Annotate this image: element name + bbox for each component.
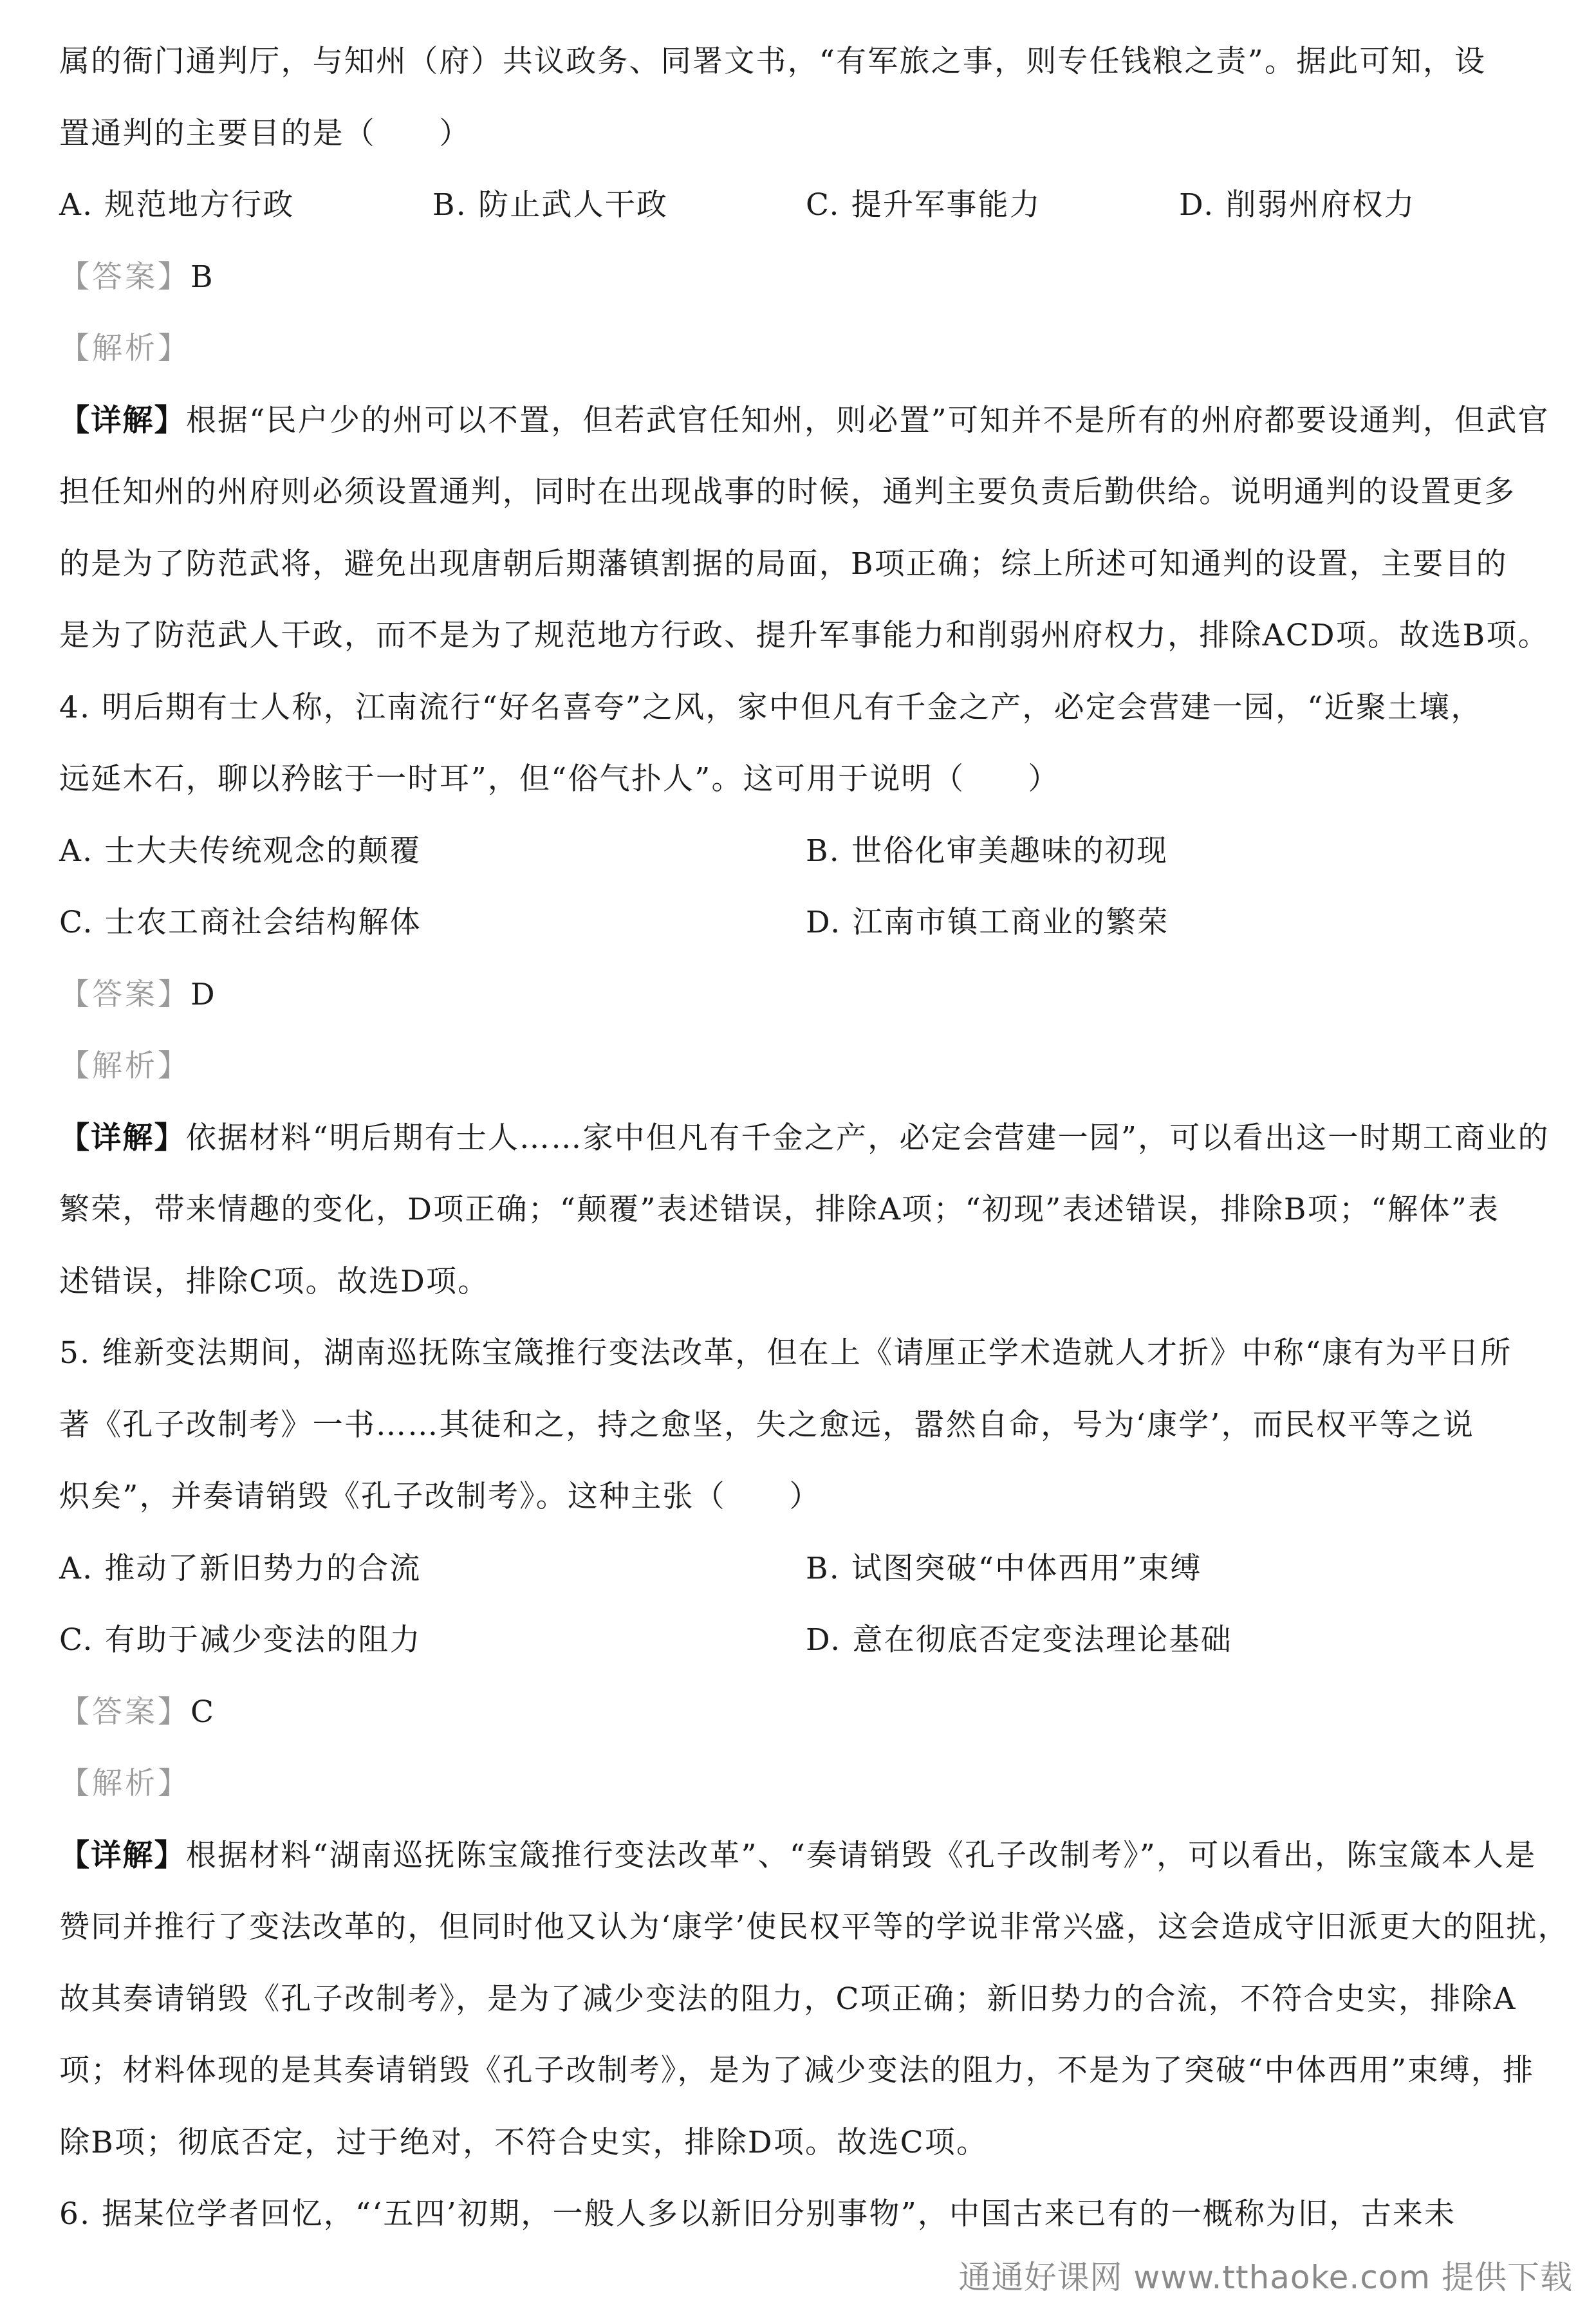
q5-option-d: D. 意在彻底否定变法理论基础: [806, 1622, 1232, 1658]
q5-detail-line: 赞同并推行了变法改革的，但同时他又认为‘康学’使民权平等的学说非常兴盛，这会造成守旧派更大的阻扰，: [59, 1909, 1570, 1945]
q5-detail-line: 除B项；彻底否定，过于绝对，不符合史实，排除D项。故选C项。: [59, 2124, 988, 2160]
q5-detail-line: 故其奏请销毁《孔子改制考》，是为了减少变法的阻力，C项正确；新旧势力的合流，不符合史实，排除A: [59, 1981, 1517, 2017]
q5-option-b: B. 试图突破“中体西用”束缚: [806, 1550, 1202, 1586]
q3-answer: [59, 241, 1552, 313]
q5-options-row: [59, 1533, 1552, 1605]
q4-stem-line: 远延木石，聊以矜眩于一时耳”，但“俗气扑人”。这可用于说明（ ）: [59, 761, 1060, 797]
q3-analysis: [59, 313, 1552, 385]
document-page: [59, 26, 1570, 2250]
answer-tag: 【答案】: [59, 1694, 190, 1730]
q3-option-c: C. 提升军事能力: [806, 187, 1041, 223]
q5-stem-line: 5. 维新变法期间，湖南巡抚陈宝箴推行变法改革，但在上《请厘正学术造就人才折》中称“康有为平日所: [59, 1335, 1512, 1371]
q5-detail-line: [59, 1820, 1552, 1892]
q5-option-c: C. 有助于减少变法的阻力: [59, 1622, 422, 1658]
q4-option-c: C. 士农工商社会结构解体: [59, 905, 422, 940]
answer-value: C: [190, 1694, 216, 1730]
q3-stem-line: 属的衙门通判厅，与知州（府）共议政务、同署文书，“有军旅之事，则专任钱粮之责”。据此可知，设: [59, 44, 1487, 79]
answer-tag: 【答案】: [59, 259, 190, 295]
q4-stem-line: 4. 明后期有士人称，江南流行“好名喜夸”之风，家中但凡有千金之产，必定会营建一园，“近聚土壤，: [59, 689, 1483, 725]
q5-options-row: [59, 1604, 1552, 1676]
q3-options: [59, 169, 1552, 241]
q6-stem-line: 6. 据某位学者回忆，“‘五四’初期，一般人多以新旧分别事物”，中国古来已有的一概称为旧，古来未: [59, 2196, 1456, 2232]
site-watermark: 通通好课网 www.tthaoke.com 提供下载: [958, 2259, 1573, 2296]
q5-stem-line: 炽矣”，并奏请销毁《孔子改制考》。这种主张（ ）: [59, 1479, 821, 1514]
q3-detail-line: 担任知州的州府则必须设置通判，同时在出现战事的时候，通判主要负责后勤供给。说明通判的设置更多: [59, 474, 1516, 510]
q4-option-d: D. 江南市镇工商业的繁荣: [806, 905, 1169, 940]
detail-text: 依据材料“明后期有士人……家中但凡有千金之产，必定会营建一园”，可以看出这一时期工商业的: [185, 1120, 1550, 1156]
q4-options-row: [59, 815, 1552, 887]
q3-option-d: D. 削弱州府权力: [1179, 187, 1416, 223]
answer-value: D: [190, 976, 216, 1012]
q3-detail-line: [59, 385, 1552, 457]
detail-text: 根据材料“湖南巡抚陈宝箴推行变法改革”、“奏请销毁《孔子改制考》”，可以看出，陈宝箴本人是: [185, 1837, 1537, 1873]
q4-answer: [59, 959, 1552, 1031]
q5-detail-line: 项；材料体现的是其奏请销毁《孔子改制考》，是为了减少变法的阻力，不是为了突破“中体西用”束缚，排: [59, 2053, 1535, 2088]
q4-options-row: [59, 887, 1552, 959]
q4-option-b: B. 世俗化审美趣味的初现: [806, 833, 1169, 869]
analysis-tag: 【解析】: [59, 331, 190, 366]
q5-answer: [59, 1676, 1552, 1748]
detail-tag: 【详解】: [59, 1120, 186, 1156]
q3-detail-line: 是为了防范武人干政，而不是为了规范地方行政、提升军事能力和削弱州府权力，排除ACD项。故选B项。: [59, 618, 1550, 653]
q3-detail-line: 的是为了防范武将，避免出现唐朝后期藩镇割据的局面，B项正确；综上所述可知通判的设置，主要目的: [59, 546, 1508, 582]
q5-stem-line: 著《孔子改制考》一书……其徒和之，持之愈坚，失之愈远，嚣然自命，号为‘康学’，而民权平等之说: [59, 1407, 1475, 1443]
answer-tag: 【答案】: [59, 976, 190, 1012]
q5-analysis: [59, 1748, 1552, 1820]
q4-detail-line: 繁荣，带来情趣的变化，D项正确；“颠覆”表述错误，排除A项；“初现”表述错误，排除B项；“解体”表: [59, 1192, 1500, 1227]
q5-option-a: A. 推动了新旧势力的合流: [59, 1550, 422, 1586]
q4-analysis: [59, 1030, 1552, 1102]
analysis-tag: 【解析】: [59, 1048, 190, 1084]
q3-option-b: B. 防止武人干政: [432, 187, 669, 223]
q4-detail-line: [59, 1102, 1552, 1174]
answer-value: B: [190, 259, 214, 295]
detail-text: 根据“民户少的州可以不置，但若武官任知州，则必置”可知并不是所有的州府都要设通判，但武官: [185, 402, 1550, 438]
analysis-tag: 【解析】: [59, 1766, 190, 1801]
detail-tag: 【详解】: [59, 1837, 186, 1873]
q4-detail-line: 述错误，排除C项。故选D项。: [59, 1263, 490, 1299]
q3-stem-line: 置通判的主要目的是（ ）: [59, 115, 471, 151]
detail-tag: 【详解】: [59, 402, 186, 438]
q3-option-a: A. 规范地方行政: [59, 187, 295, 223]
q4-option-a: A. 士大夫传统观念的颠覆: [59, 833, 422, 869]
